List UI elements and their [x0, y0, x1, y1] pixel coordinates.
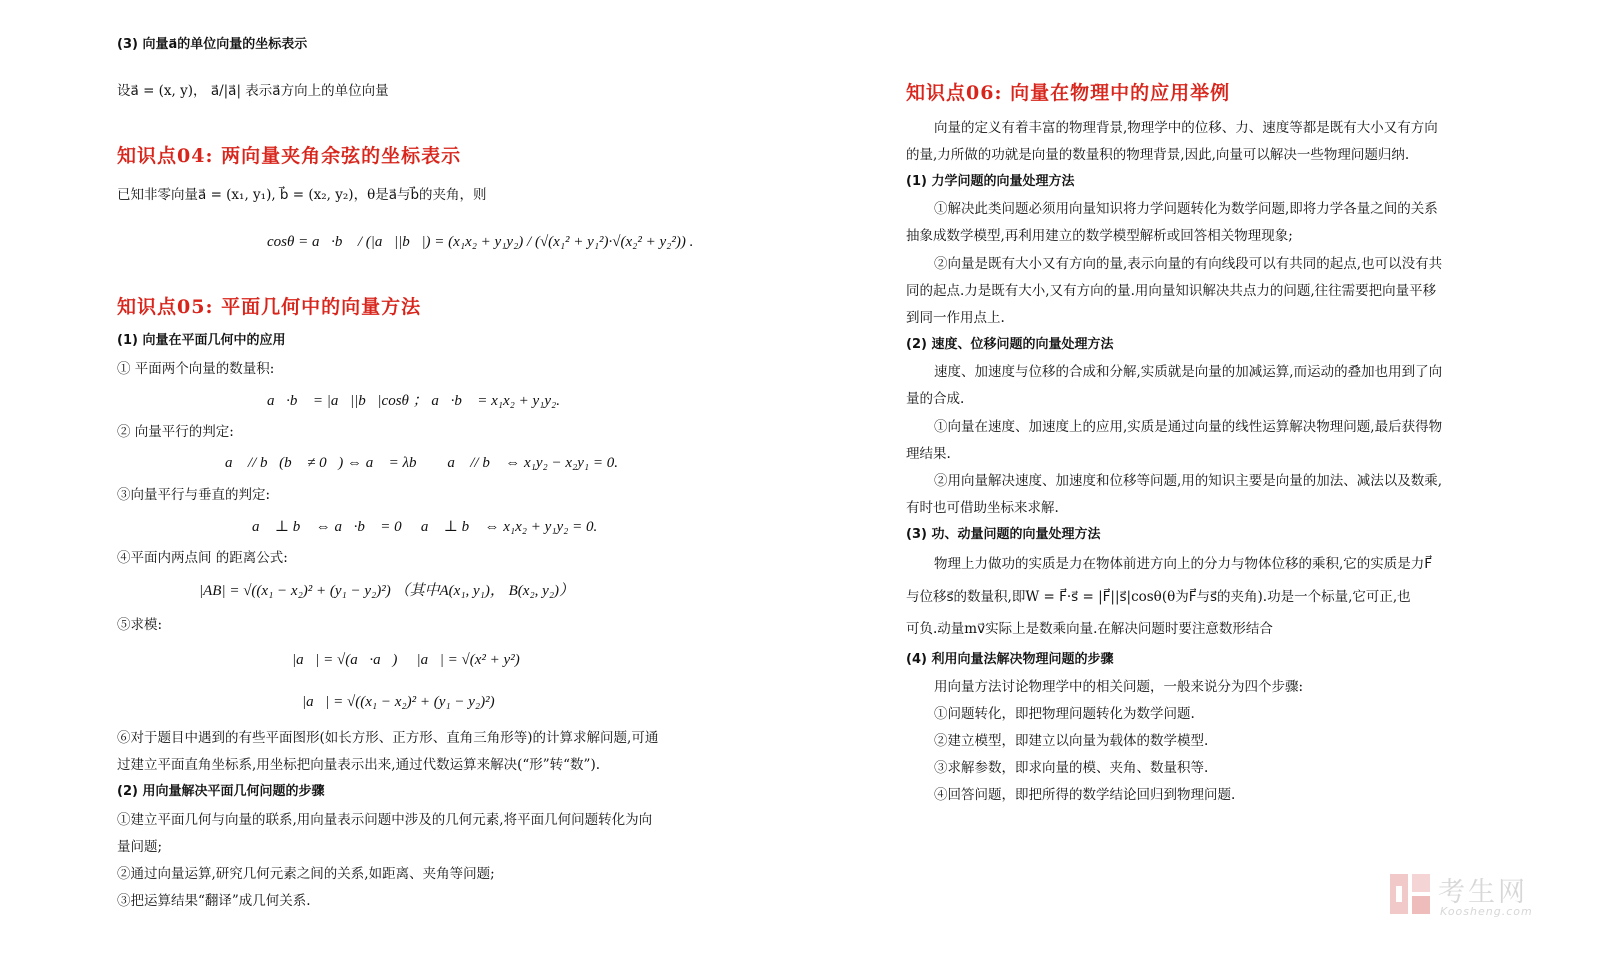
- velocity-1-line-2: 理结果.: [906, 446, 951, 462]
- distance-formula: |AB| = √((x₁ − x₂)² + (y₁ − y₂)²) （其中A(x₁, y₁)， B(x₂, y₂)）: [199, 583, 575, 599]
- subheading-velocity: (2) 速度、位移问题的向量处理方法: [906, 337, 1114, 352]
- parallel-label: ② 向量平行的判定:: [117, 424, 234, 440]
- parallel-formula: a⃗ // b⃗(b⃗ ≠ 0⃗) ⇔ a⃗ = λb⃗ ； a⃗ // b⃗ ⇔ x₁y₂ − x₂y₁ = 0.: [225, 455, 619, 471]
- perpendicular-label: ③向量平行与垂直的判定:: [117, 487, 271, 503]
- mechanics-2-line-3: 到同一作用点上.: [906, 310, 1005, 326]
- subheading-geometry-steps: (2) 用向量解决平面几何问题的步骤: [117, 784, 325, 799]
- subheading-physics-steps: (4) 利用向量法解决物理问题的步骤: [906, 652, 1114, 667]
- work-line-3: 可负.动量mv⃗实际上是数乘向量.在解决问题时要注意数形结合: [906, 621, 1273, 637]
- work-line-2: 与位移s⃗的数量积,即W = F⃗·s⃗ = |F⃗||s⃗|cosθ(θ为F⃗与s⃗的夹角).功是一个标量,它可正,也: [906, 589, 1411, 605]
- step-2: ②通过向量运算,研究几何元素之间的关系,如距离、夹角等问题;: [117, 866, 495, 882]
- dot-product-label: ① 平面两个向量的数量积:: [117, 361, 275, 377]
- heading-knowledge-04: 知识点04: 两向量夹角余弦的坐标表示: [117, 145, 462, 167]
- physics-step-1: ①问题转化，即把物理问题转化为数学问题.: [934, 706, 1195, 722]
- physics-intro-line-2: 的量,力所做的功就是向量的数量积的物理背景,因此,向量可以解决一些物理问题归纳.: [906, 147, 1410, 163]
- distance-label: ④平面内两点间 的距离公式:: [117, 550, 288, 566]
- physics-steps-intro: 用向量方法讨论物理学中的相关问题，一般来说分为四个步骤:: [934, 679, 1304, 695]
- heading-knowledge-06: 知识点06: 向量在物理中的应用举例: [906, 82, 1231, 104]
- dot-product-formula: a⃗·b⃗ = |a⃗||b⃗|cosθ ； a⃗·b⃗ = x₁x₂ + y₁y₂.: [267, 393, 560, 409]
- mechanics-1-line-2: 抽象成数学模型,再利用建立的数学模型解析或回答相关物理现象;: [906, 228, 1293, 244]
- step-1-line-1: ①建立平面几何与向量的联系,用向量表示问题中涉及的几何元素,将平面几何问题转化为向: [117, 812, 653, 828]
- velocity-line-1: 速度、加速度与位移的合成和分解,实质就是向量的加减运算,而运动的叠加也用到了向: [934, 364, 1443, 380]
- angle-cos-intro: 已知非零向量a⃗ = (x₁, y₁), b⃗ = (x₂, y₂)，θ是a⃗与b⃗的夹角，则: [117, 187, 487, 203]
- mechanics-2-line-2: 同的起点.力是既有大小,又有方向的量.用向量知识解决共点力的问题,往往需要把向量平移: [906, 283, 1437, 299]
- cos-formula: cosθ = a⃗·b⃗ / (|a⃗||b⃗|) = (x₁x₂ + y₁y₂) / (√(x₁² + y₁²)·√(x₂² + y₂²)) .: [267, 234, 694, 250]
- modulus-formula-2: |a⃗| = √((x₁ − x₂)² + (y₁ − y₂)²): [302, 694, 495, 710]
- velocity-2-line-1: ②用向量解决速度、加速度和位移等问题,用的知识主要是向量的加法、减法以及数乘,: [934, 473, 1443, 489]
- physics-intro-line-1: 向量的定义有着丰富的物理背景,物理学中的位移、力、速度等都是既有大小又有方向: [934, 120, 1438, 136]
- modulus-formula-1: |a⃗| = √(a⃗·a⃗) ； |a⃗| = √(x² + y²) ；: [292, 652, 536, 668]
- velocity-line-2: 量的合成.: [906, 391, 965, 407]
- watermark-domain: Koosheng.com: [1440, 905, 1533, 918]
- physics-step-4: ④回答问题，即把所得的数学结论回归到物理问题.: [934, 787, 1236, 803]
- heading-knowledge-05: 知识点05: 平面几何中的向量方法: [117, 296, 422, 318]
- subheading-plane-geometry: (1) 向量在平面几何中的应用: [117, 333, 286, 348]
- coordinate-method-line-1: ⑥对于题目中遇到的有些平面图形(如长方形、正方形、直角三角形等)的计算求解问题,可通: [117, 730, 659, 746]
- coordinate-method-line-2: 过建立平面直角坐标系,用坐标把向量表示出来,通过代数运算来解决(“形”转“数”).: [117, 757, 601, 773]
- subheading-work-momentum: (3) 功、动量问题的向量处理方法: [906, 527, 1101, 542]
- velocity-2-line-2: 有时也可借助坐标来求解.: [906, 500, 1059, 516]
- koosheng-logo-icon: [1388, 872, 1432, 916]
- mechanics-1-line-1: ①解决此类问题必须用向量知识将力学问题转化为数学问题,即将力学各量之间的关系: [934, 201, 1438, 217]
- step-1-line-2: 量问题;: [117, 839, 163, 855]
- modulus-label: ⑤求模:: [117, 617, 163, 633]
- watermark-name: 考生网: [1438, 877, 1528, 908]
- watermark-logo: [1388, 872, 1548, 922]
- velocity-1-line-1: ①向量在速度、加速度上的应用,实质是通过向量的线性运算解决物理问题,最后获得物: [934, 419, 1443, 435]
- subheading-mechanics: (1) 力学问题的向量处理方法: [906, 174, 1075, 189]
- mechanics-2-line-1: ②向量是既有大小又有方向的量,表示向量的有向线段可以有共同的起点,也可以没有共: [934, 256, 1443, 272]
- unit-vector-subheading: (3) 向量a⃗的单位向量的坐标表示: [117, 37, 308, 52]
- physics-step-2: ②建立模型，即建立以向量为载体的数学模型.: [934, 733, 1209, 749]
- perpendicular-formula: a⃗ ⊥ b⃗ ⇔ a⃗·b⃗ = 0 ； a⃗ ⊥ b⃗ ⇔ x₁x₂ + y₁y₂ = 0.: [252, 519, 598, 535]
- physics-step-3: ③求解参数，即求向量的模、夹角、数量积等.: [934, 760, 1209, 776]
- work-line-1: 物理上力做功的实质是力在物体前进方向上的分力与物体位移的乘积,它的实质是力F⃗: [934, 556, 1433, 572]
- step-3: ③把运算结果“翻译”成几何关系.: [117, 893, 311, 909]
- unit-vector-text: 设a⃗ = (x, y)， a⃗/|a⃗| 表示a⃗方向上的单位向量: [117, 83, 389, 99]
